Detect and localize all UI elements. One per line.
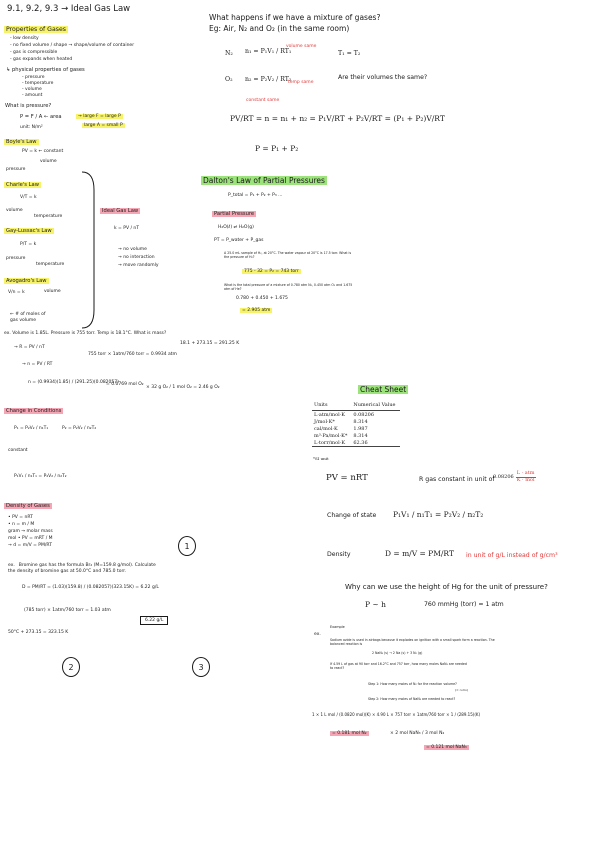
example-prefix: ex. — [314, 632, 321, 637]
density-temp: 50°C + 273.15 = 323.15 K — [8, 630, 69, 635]
properties-heading: Properties of Gases — [6, 26, 67, 33]
partial-pressure-heading: Partial Pressure — [214, 211, 255, 217]
azide-question: If 4.59 L of gas at 90 torr and 16.2°C and 757 torr, how many moles NaN₃ are needed to react? — [330, 662, 467, 670]
table-row: L·torr/mol·K 62.36 — [312, 439, 400, 447]
si-unit-note: *SI unit — [313, 456, 329, 461]
pressure-equation: P = F / A ← area — [20, 114, 62, 120]
table-row: m³·Pa/mol·K* 8.314 — [314, 432, 368, 439]
step-2: Step 2: How many moles of NaN₃ are needed to react? — [368, 697, 456, 701]
partial-example-2-calc: 0.780 + 0.450 + 1.675 — [236, 296, 288, 301]
azide-result-1: = 0.181 mol N₂ — [332, 731, 367, 736]
physical-list: - pressure - temperature - volume - amount — [22, 75, 54, 98]
density-calc: D = PM/RT = (1.03)(159.8) / (0.082057)(323.15K) = 6.22 g/L — [22, 585, 159, 590]
example1-conversion: 755 torr × 1atm/760 torr = 0.9934 atm — [88, 352, 177, 357]
circle-marker-3: 3 — [192, 657, 210, 677]
density-lines: • PV = nRT • n = m / M gram → molar mass mol • PV = mRT / M → d = m/V = PM/RT — [8, 515, 53, 548]
example-label: Example — [330, 625, 345, 629]
step-1-note: (= n₁m₁) — [455, 688, 469, 692]
conditions-heading: Change in Conditions — [6, 408, 62, 414]
avogadro-note: ← # of moles of gas volume — [10, 312, 46, 323]
circle-marker-2: 2 — [62, 657, 80, 677]
density-heading: Density of Gases — [6, 503, 50, 509]
properties-list: - low density - no fixed volume / shape → shape/volume of container - gas is compressible - gas expands when heated — [10, 36, 135, 62]
laws-bracket — [80, 170, 100, 330]
charles-temp-label: temperature — [34, 214, 63, 219]
n2-label: N₂ — [225, 50, 233, 57]
o2-label: O₂ — [225, 76, 233, 83]
charles-heading: Charle's Law — [6, 182, 39, 188]
n2-equation: n₂ = P₂V₂ / RT₂ — [245, 76, 292, 83]
ideal-gas-heading: Ideal Gas Law — [102, 208, 139, 214]
boyle-equation: PV = k ← constant — [22, 149, 64, 154]
gay-lussac-heading: Gay-Lussac's Law — [6, 228, 52, 234]
table-row: L·atm/mol·K 0.08206 — [314, 411, 375, 418]
note-volume-same: volume same — [286, 44, 317, 49]
mixture-example: Eg: Air, N₂ and O₂ (in the same room) — [209, 24, 350, 33]
pressure-note-1: → large F = large P — [78, 114, 121, 119]
mercury-question: Why can we use the height of Hg for the unit of pressure? — [345, 583, 548, 591]
note-constant-same: constant same — [246, 98, 280, 103]
ideal-gas-law: PV = nRT — [326, 473, 368, 483]
ideal-gas-notes: → no volume → no interaction → move randomly — [118, 247, 159, 268]
mmhg-equivalence: 760 mmHg (torr) = 1 atm — [424, 601, 504, 608]
azide-reaction: 2 NaN₃ (s) → 2 Na (s) + 3 N₂ (g) — [372, 651, 423, 655]
circle-marker-1: 1 — [178, 536, 196, 556]
boyle-volume-label: volume — [40, 159, 57, 164]
example1-n: → n = PV / RT — [22, 362, 53, 367]
change-of-state-label: Change of state — [327, 512, 377, 519]
boyle-heading: Boyle's Law — [6, 139, 37, 145]
change-of-state-equation: P₁V₁ / n₁T₁ = P₂V₂ / n₂T₂ — [393, 510, 484, 519]
gay-lussac-pressure-label: pressure — [6, 256, 26, 261]
example1-result: = 0.0769 mol O₂ — [106, 382, 144, 387]
avogadro-heading: Avogadro's Law — [6, 278, 47, 284]
gay-lussac-equation: P/T = k — [20, 242, 37, 247]
ideal-gas-equation: k = PV / nT — [114, 226, 140, 231]
conditions-eq2: P₂ = P₂V₂ / n₂T₂ — [62, 426, 97, 431]
partial-pressure-derivation: PV/RT = n = n₁ + n₂ = P₁V/RT + P₂V/RT = (P₁ + P₂)V/RT — [230, 114, 445, 123]
pt-equation: PT = P_water + P_gas — [214, 238, 264, 243]
density-equation: D = m/V = PM/RT — [385, 549, 454, 558]
cheat-sheet-heading: Cheat Sheet — [360, 385, 407, 394]
azide-calculation: 1 × 1 L mol / (0.0820 mol)(K) × 4.90 L × 757 torr × 1atm/760 torr × 1 / (289.15)(K) — [312, 712, 481, 717]
conditions-constant: constant — [8, 448, 28, 453]
azide-result-2: = 0.121 mol NaN₃ — [426, 745, 467, 750]
table-header-units: Units — [312, 401, 351, 411]
r-constant-value: 0.08206 $\frac{\text{L · atm}}{\text{K · mol}}$ — [493, 470, 535, 483]
n1-equation: n₁ = P₁V₁ / RT₁ — [245, 48, 292, 55]
example1-line: ex. Volume is 1.85L. Pressure is 755 torr. Temp is 18.1°C. What is mass? — [4, 331, 167, 336]
charles-equation: V/T = k — [20, 195, 37, 200]
density-unit-note: in unit of g/L instead of g/cm³ — [466, 552, 558, 559]
temperature-equality: T₁ = T₂ — [338, 50, 361, 57]
density-problem: ex. Bromine gas has the formula Br₂ (M=159.8 g/mol). Calculate the density of bromine gas at 50.0°C and 785.0 torr. — [8, 563, 156, 574]
partial-example-1-calc: 775 - 32 = P₂ = 743 torr — [244, 269, 299, 274]
density-answer-box: 6.22 g/L — [140, 616, 168, 625]
physical-heading: ↳ physical properties of gases — [6, 67, 85, 73]
pressure-sum: P = P₁ + P₂ — [255, 144, 299, 153]
example1-r: → R = PV / nT — [14, 345, 45, 350]
avogadro-volume-label: volume — [44, 289, 61, 294]
page-title: 9.1, 9.2, 9.3 → Ideal Gas Law — [7, 4, 131, 14]
table-row: J/mol·K* 8.314 — [314, 418, 368, 425]
boyle-pressure-label: pressure — [6, 167, 26, 172]
partial-example-2-result: = 2.905 atm — [242, 308, 271, 313]
example1-mass: × 32 g O₂ / 1 mol O₂ = 2.46 g O₂ — [146, 385, 220, 390]
pressure-note-2: large A = small P — [84, 123, 123, 128]
conditions-eq3: P₁V₁ / n₁T₁ = P₂V₂ / n₂T₂ — [14, 474, 67, 479]
density-label: Density — [327, 551, 351, 558]
partial-example-2: What is the total pressure of a mixture of 0.780 atm N₂, 0.450 atm O₂ and 1.675 atm of He? — [224, 283, 353, 291]
pressure-height: P ~ h — [365, 600, 386, 609]
table-row: cal/mol·K 1.987 — [314, 425, 368, 432]
partial-example-1: A 25.0 mL sample of H₂, at 20°C. The water vapour at 20°C is 17.5 torr. What is the pressure of H₂? — [224, 251, 352, 259]
volume-question: Are their volumes the same? — [338, 74, 428, 81]
gas-constant-table — [312, 401, 400, 447]
avogadro-equation: V/n = k — [8, 290, 25, 295]
r-constant-label: R gas constant in unit of — [419, 476, 495, 483]
azide-multiplier: × 2 mol NaN₃ / 3 mol N₂ — [390, 731, 445, 736]
water-equilibrium: H₂O(ℓ) ⇌ H₂O(g) — [218, 225, 254, 230]
conditions-eq1: P₁ = P₂V₂ / n₁T₁ — [14, 426, 49, 431]
example1-calc: n = (0.9934)(1.85) / (291.25)(0.082057) — [28, 380, 119, 385]
azide-problem: Sodium azide is used in airbags because it explodes on ignition with a small spark form a reaction. The balanced reaction is — [330, 638, 495, 646]
table-header-value: Numerical Value — [351, 401, 399, 411]
what-is-pressure: What is pressure? — [5, 103, 52, 109]
gay-lussac-temp-label: temperature — [36, 262, 65, 267]
charles-volume-label: volume — [6, 208, 23, 213]
mixture-question: What happens if we have a mixture of gases? — [209, 13, 381, 22]
example1-temp: 18.1 + 273.15 = 291.25 K — [180, 341, 240, 346]
pressure-unit: unit: N/m² — [20, 125, 43, 130]
step-1: Step 1: How many moles of N₂ for the reaction volume? — [368, 682, 457, 686]
dalton-heading: Dalton's Law of Partial Pressures — [203, 176, 325, 185]
density-conversion: (785 torr) × 1atm/760 torr = 1.03 atm — [24, 608, 111, 613]
note-temp-same: temp same — [288, 80, 314, 85]
p-total-equation: P_total = P₁ + P₂ + P₃ ... — [228, 193, 283, 198]
